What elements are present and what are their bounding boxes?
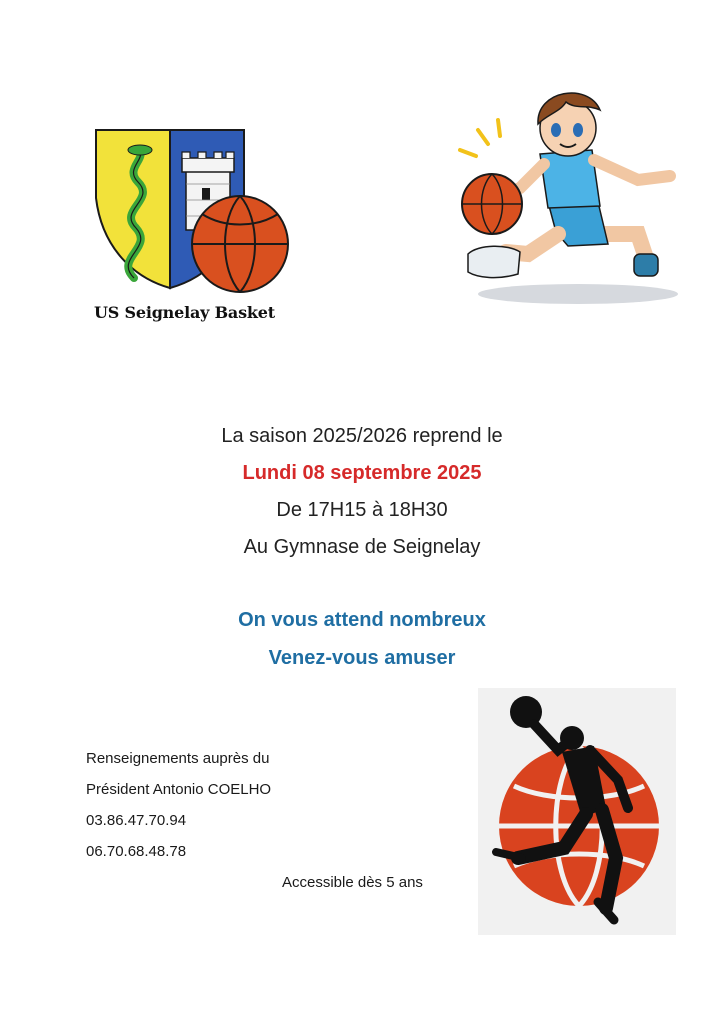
kid-player-illustration <box>448 84 688 310</box>
contact-phone-2: 06.70.68.48.78 <box>86 843 187 860</box>
date-line: Lundi 08 septembre 2025 <box>242 462 482 484</box>
place-line: Au Gymnase de Seignelay <box>243 536 481 558</box>
hours-line: De 17H15 à 18H30 <box>276 499 448 521</box>
club-crest-logo <box>94 128 294 300</box>
dunker-silhouette-image <box>478 688 676 935</box>
age-note: Accessible dès 5 ans <box>282 874 423 891</box>
club-name: US Seignelay Basket <box>94 303 275 322</box>
season-line: La saison 2025/2026 reprend le <box>221 425 503 447</box>
contact-president: Président Antonio COELHO <box>86 781 272 798</box>
contact-phone-1: 03.86.47.70.94 <box>86 812 187 829</box>
contact-intro: Renseignements auprès du <box>86 750 270 767</box>
invite-line: On vous attend nombreux <box>238 609 486 631</box>
fun-line: Venez-vous amuser <box>268 647 456 669</box>
